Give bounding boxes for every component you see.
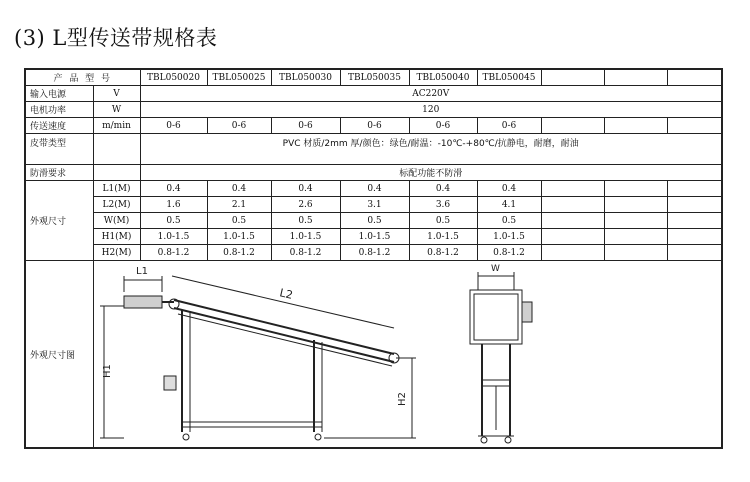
dimension-cell: 1.0-1.5	[140, 229, 207, 245]
dimension-cell: 0.4	[140, 181, 207, 197]
dimension-param: W(M)	[93, 213, 140, 229]
power-label: 输入电源	[25, 86, 93, 102]
dimension-cell: 0.8-1.2	[340, 245, 409, 261]
dimension-cell: 0.4	[409, 181, 477, 197]
motor-unit: W	[93, 102, 140, 118]
dimension-cell: 1.6	[140, 197, 207, 213]
dimension-cell: 0.8-1.2	[207, 245, 271, 261]
model-cell: TBL050045	[477, 69, 541, 86]
power-unit: V	[93, 86, 140, 102]
dimension-cell: 4.1	[477, 197, 541, 213]
dimension-cell: 0.8-1.2	[409, 245, 477, 261]
speed-cell	[541, 118, 604, 134]
anti-slip-value: 标配功能不防滑	[140, 165, 722, 181]
dimension-cell	[541, 245, 604, 261]
motor-value: 120	[140, 102, 722, 118]
dimension-cell: 1.0-1.5	[409, 229, 477, 245]
dimension-cell: 0.5	[271, 213, 340, 229]
page-title: (3) L型传送带规格表	[14, 26, 218, 50]
dimension-cell	[604, 213, 667, 229]
dimension-cell	[604, 245, 667, 261]
dimension-param: L1(M)	[93, 181, 140, 197]
dimension-cell	[604, 197, 667, 213]
model-cell: TBL050035	[340, 69, 409, 86]
dimension-cell: 0.4	[477, 181, 541, 197]
speed-unit: m/min	[93, 118, 140, 134]
model-cell	[541, 69, 604, 86]
power-row	[25, 86, 722, 102]
model-row	[25, 69, 722, 86]
dimension-cell	[667, 229, 722, 245]
dimension-cell: 0.8-1.2	[140, 245, 207, 261]
dimension-cell	[541, 229, 604, 245]
dimension-cell: 1.0-1.5	[207, 229, 271, 245]
speed-cell: 0-6	[409, 118, 477, 134]
dim-label-l2: L2	[277, 286, 294, 302]
anti-slip-unit	[93, 165, 140, 181]
dimension-cell: 2.6	[271, 197, 340, 213]
speed-cell: 0-6	[340, 118, 409, 134]
dimension-cell	[667, 245, 722, 261]
dimension-row	[25, 197, 722, 213]
dimension-param: H2(M)	[93, 245, 140, 261]
dimension-row	[25, 245, 722, 261]
speed-label: 传送速度	[25, 118, 93, 134]
speed-cell	[604, 118, 667, 134]
dimension-cell: 1.0-1.5	[340, 229, 409, 245]
dimension-cell: 0.5	[340, 213, 409, 229]
dimension-row	[25, 213, 722, 229]
dimension-cell: 0.5	[207, 213, 271, 229]
dimension-param: L2(M)	[93, 197, 140, 213]
dimension-cell	[667, 181, 722, 197]
model-cell: TBL050040	[409, 69, 477, 86]
dimension-row	[25, 229, 722, 245]
dim-label-w: W	[490, 264, 500, 274]
dimension-cell: 1.0-1.5	[271, 229, 340, 245]
dimension-cell: 0.4	[207, 181, 271, 197]
model-cell	[667, 69, 722, 86]
belt-value: PVC 材质/2mm 厚/颜色：绿色/耐温：-10℃-+80℃/抗静电，耐磨，耐油	[140, 134, 722, 165]
power-value: AC220V	[140, 86, 722, 102]
dimensions-label: 外观尺寸	[25, 181, 93, 261]
belt-unit	[93, 134, 140, 165]
dimension-row	[25, 181, 722, 197]
dimension-cell: 0.8-1.2	[271, 245, 340, 261]
dimension-cell: 3.1	[340, 197, 409, 213]
model-cell: TBL050025	[207, 69, 271, 86]
motor-label: 电机功率	[25, 102, 93, 118]
speed-cell: 0-6	[271, 118, 340, 134]
dimension-cell	[541, 213, 604, 229]
model-header-label: 产 品 型 号	[25, 69, 140, 86]
dimension-cell: 3.6	[409, 197, 477, 213]
speed-cell: 0-6	[207, 118, 271, 134]
anti-slip-row	[25, 165, 722, 181]
spec-table	[24, 68, 723, 449]
dimension-cell: 0.4	[271, 181, 340, 197]
dimension-cell: 2.1	[207, 197, 271, 213]
drawing-row	[25, 261, 722, 449]
dimension-cell: 0.4	[340, 181, 409, 197]
dimension-cell	[604, 181, 667, 197]
model-cell: TBL050020	[140, 69, 207, 86]
end-view	[470, 272, 532, 443]
dimension-cell: 0.5	[140, 213, 207, 229]
model-cell: TBL050030	[271, 69, 340, 86]
model-cell	[604, 69, 667, 86]
drawing-cell	[93, 261, 722, 449]
dim-label-h1: H1	[101, 364, 113, 378]
dimension-cell	[604, 229, 667, 245]
dimension-cell	[541, 197, 604, 213]
speed-cell	[667, 118, 722, 134]
belt-row	[25, 134, 722, 165]
side-view	[100, 276, 416, 440]
conveyor-drawing	[94, 262, 721, 446]
speed-cell: 0-6	[140, 118, 207, 134]
belt-label: 皮带类型	[25, 134, 93, 165]
dimension-cell: 0.5	[477, 213, 541, 229]
dimension-cell: 0.8-1.2	[477, 245, 541, 261]
dimension-param: H1(M)	[93, 229, 140, 245]
dimension-cell	[667, 197, 722, 213]
drawing-label: 外观尺寸图	[25, 261, 93, 449]
dim-label-l1: L1	[135, 266, 148, 277]
dimension-cell: 1.0-1.5	[477, 229, 541, 245]
anti-slip-label: 防滑要求	[25, 165, 93, 181]
dim-label-h2: H2	[396, 392, 408, 406]
motor-row	[25, 102, 722, 118]
speed-cell: 0-6	[477, 118, 541, 134]
dimension-cell	[541, 181, 604, 197]
speed-row	[25, 118, 722, 134]
dimension-cell: 0.5	[409, 213, 477, 229]
dimension-cell	[667, 213, 722, 229]
